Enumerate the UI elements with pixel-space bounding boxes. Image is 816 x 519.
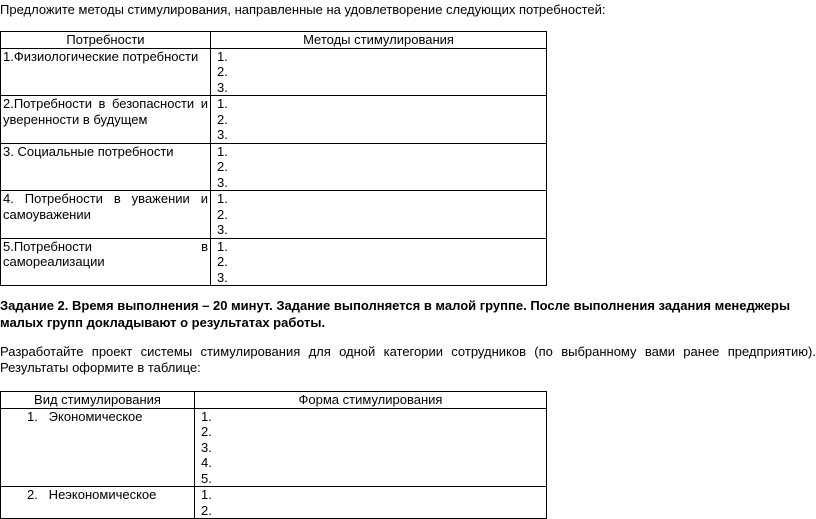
list-item: 1. [217,143,228,159]
list-item: 2. [217,111,228,127]
list-item: 2. [217,254,228,269]
list-item: 2. [201,424,212,439]
list-item: 1. [217,96,228,111]
form-cell [195,408,547,487]
methods-cell [211,238,547,286]
list-item: 2. [217,206,228,222]
list-item: 3. [217,127,228,142]
need-cell [1,238,211,286]
table-header-row [1,392,547,409]
list-item: 3. [217,269,228,285]
task2-title-line1: Задание 2. Время выполнения – 20 минут. Задание выполняется в малой группе. После выполнения задания менеджеры [0,298,791,313]
list-item: 1. [217,191,228,206]
intro-text: Предложите методы стимулирования, направленные на удовлетворение следующих потребностей: [0,2,606,17]
list-item: 1. [201,487,212,502]
need-cell: 1.Физиологические потребности [1,48,211,96]
need-text: в [201,238,208,254]
methods-cell [211,48,547,96]
task2-body: Разработайте проект системы стимулирования для одной категории сотрудников (по выбранному вами ранее предприятию). Результаты оформите в таблице: [0,344,816,375]
table-row [1,238,547,286]
column-header: Потребности [1,32,211,49]
incentives-table [0,391,547,519]
list-item: 3. [201,439,212,455]
table-header-row [1,32,547,49]
column-header: Методы стимулирования [211,32,547,49]
form-cell [195,487,547,519]
table-row [1,408,547,487]
list-item: 1. [217,238,228,254]
table-row [1,143,547,191]
list-item: 4. [201,455,212,470]
need-cell: 2.Потребности в безопасности и уверенности в будущем [1,96,211,144]
list-item: 3. [217,79,228,95]
table-row [1,96,547,144]
table-row [1,487,547,519]
list-item: 5. [201,470,212,486]
table-row [1,48,547,96]
list-item: 1. [201,408,212,424]
need-text: самореализации [3,254,105,269]
list-item: 3. [217,222,228,237]
list-item: 3. [217,174,228,190]
methods-cell [211,143,547,191]
need-cell: 3. Социальные потребности [1,143,211,191]
task2-title-line2: малых групп докладывают о результатах работы. [0,315,326,330]
list-item: 2. [201,502,212,518]
need-text: 5.Потребности [3,238,92,254]
methods-cell [211,96,547,144]
table-row [1,191,547,239]
methods-cell [211,191,547,239]
list-item: 2. [217,64,228,79]
need-cell: 4. Потребности в уважении и самоуважении [1,191,211,239]
kind-cell: 1. Экономическое [1,408,195,487]
list-item: 1. [217,48,228,64]
needs-table [0,31,547,286]
column-header: Вид стимулирования [1,392,195,409]
column-header: Форма стимулирования [195,392,547,409]
kind-cell: 2. Неэкономическое [1,487,195,519]
list-item: 2. [217,159,228,174]
